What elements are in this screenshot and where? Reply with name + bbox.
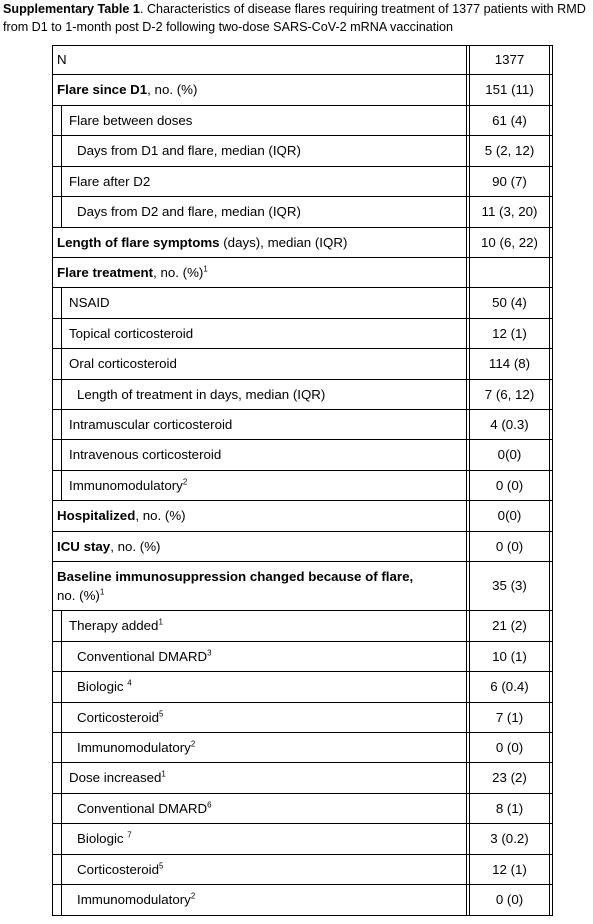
row-value bbox=[467, 46, 552, 74]
row-value-text: 5 (2, 12) bbox=[484, 143, 535, 158]
row-value bbox=[467, 197, 552, 227]
row-value bbox=[467, 501, 552, 531]
row-value bbox=[467, 611, 552, 641]
table-row bbox=[53, 410, 552, 440]
table-row bbox=[53, 471, 552, 501]
row-label-text: Corticosteroid bbox=[77, 709, 160, 725]
row-label-text: no. (%) bbox=[57, 588, 100, 603]
row-label bbox=[53, 611, 467, 641]
row-label bbox=[53, 471, 467, 500]
footnote-marker: 2 bbox=[182, 477, 188, 487]
row-label-bold: Flare treatment bbox=[57, 264, 154, 280]
row-label bbox=[53, 106, 467, 135]
table-row bbox=[53, 106, 552, 136]
table-row bbox=[53, 672, 552, 703]
table-row bbox=[53, 794, 552, 824]
row-value-text: 21 (2) bbox=[492, 618, 527, 633]
row-value-text: 0 (0) bbox=[495, 538, 524, 554]
row-label bbox=[53, 136, 467, 166]
row-label-text: Therapy added bbox=[69, 618, 159, 633]
footnote-marker: 1 bbox=[161, 769, 166, 779]
row-value-text: 11 (3, 20) bbox=[481, 204, 538, 219]
row-value-text: 1377 bbox=[494, 52, 525, 67]
table-row bbox=[53, 885, 552, 915]
row-label-text: , no. (%) bbox=[147, 82, 198, 97]
row-value bbox=[467, 642, 552, 671]
row-value-text: 35 (3) bbox=[492, 578, 527, 593]
table-row bbox=[53, 46, 552, 75]
row-label-text: Corticosteroid bbox=[77, 861, 160, 877]
footnote-marker: 2 bbox=[190, 891, 196, 901]
row-value-text: 12 (1) bbox=[492, 861, 527, 877]
footnote-marker: 6 bbox=[207, 800, 212, 810]
row-value bbox=[467, 532, 552, 561]
row-value-text: 7 (1) bbox=[495, 709, 524, 725]
row-label-text: , no. (%) bbox=[153, 264, 204, 280]
row-value bbox=[467, 440, 552, 470]
row-value bbox=[467, 258, 552, 287]
table-caption bbox=[3, 0, 591, 36]
row-label bbox=[53, 532, 467, 561]
row-label bbox=[53, 642, 467, 671]
row-value-text: 0(0) bbox=[497, 508, 522, 523]
table-row bbox=[53, 642, 552, 672]
row-label-text: , no. (%) bbox=[135, 508, 186, 523]
row-label-text: Immunomodulatory bbox=[77, 739, 191, 755]
row-value bbox=[467, 763, 552, 793]
row-value-text: 0(0) bbox=[497, 447, 522, 462]
row-label bbox=[53, 855, 467, 884]
row-label-text: Days from D2 and flare, median (IQR) bbox=[77, 204, 301, 219]
footnote-marker: 1 bbox=[99, 587, 105, 597]
row-label-text: Conventional DMARD bbox=[77, 648, 208, 664]
row-label bbox=[53, 258, 467, 287]
row-label-text: Immunomodulatory bbox=[77, 892, 191, 907]
row-value-text: 23 (2) bbox=[492, 770, 527, 785]
row-label-bold: Hospitalized bbox=[57, 508, 136, 523]
table-row bbox=[53, 228, 552, 258]
row-value-text: 4 (0.3) bbox=[490, 416, 529, 432]
row-label-bold: ICU stay bbox=[57, 538, 111, 554]
row-value-text: 8 (1) bbox=[495, 800, 524, 816]
row-value bbox=[467, 824, 552, 854]
row-label bbox=[53, 46, 467, 74]
row-value-text: 10 (1) bbox=[492, 648, 527, 664]
row-label-text: NSAID bbox=[69, 295, 110, 310]
table-row bbox=[53, 167, 552, 197]
row-label-text: Intravenous corticosteroid bbox=[69, 447, 222, 462]
table-row bbox=[53, 258, 552, 288]
caption-text: . Characteristics of disease flares requiring treatment of 1377 patients with RMD from D1 to 1-month post D-2 following two-dose SARS-CoV-2 mRNA vaccination bbox=[3, 2, 586, 34]
row-value bbox=[467, 349, 552, 379]
row-value bbox=[467, 855, 552, 884]
row-value bbox=[467, 562, 552, 610]
footnote-marker: 4 bbox=[127, 678, 132, 688]
row-value-text: 0 (0) bbox=[495, 892, 524, 907]
row-label bbox=[53, 562, 467, 610]
row-value-text: 50 (4) bbox=[492, 295, 527, 310]
row-value bbox=[467, 106, 552, 135]
table-row bbox=[53, 733, 552, 763]
row-label-text: Oral corticosteroid bbox=[69, 356, 177, 371]
footnote-marker: 1 bbox=[203, 264, 208, 274]
row-label bbox=[53, 380, 467, 409]
table-row bbox=[53, 197, 552, 228]
table-row bbox=[53, 501, 552, 532]
row-value bbox=[467, 75, 552, 105]
row-value bbox=[467, 794, 552, 823]
row-label bbox=[53, 672, 467, 702]
table-row bbox=[53, 380, 552, 410]
row-value-text: 61 (4) bbox=[492, 112, 527, 128]
row-value-text: 90 (7) bbox=[492, 173, 527, 189]
row-value-text: 3 (0.2) bbox=[490, 831, 529, 846]
row-label-text: Days from D1 and flare, median (IQR) bbox=[77, 143, 301, 158]
row-label-bold: Baseline immunosuppression changed because of flare, bbox=[57, 569, 414, 584]
row-label bbox=[53, 288, 467, 318]
row-value bbox=[467, 380, 552, 409]
row-label-text: Conventional DMARD bbox=[77, 800, 208, 816]
footnote-marker: 5 bbox=[159, 709, 164, 719]
flare-characteristics-table bbox=[52, 45, 553, 916]
row-value bbox=[467, 885, 552, 915]
table-row bbox=[53, 440, 552, 471]
table-row bbox=[53, 288, 552, 319]
row-label bbox=[53, 763, 467, 793]
row-value bbox=[467, 228, 552, 257]
row-label-text: Dose increased bbox=[69, 770, 162, 785]
row-label-text: Intramuscular corticosteroid bbox=[69, 416, 233, 432]
row-value bbox=[467, 410, 552, 439]
table-row bbox=[53, 763, 552, 794]
table-row bbox=[53, 136, 552, 167]
row-value-text: 10 (6, 22) bbox=[481, 234, 538, 250]
table-row bbox=[53, 703, 552, 733]
row-label-text: (days), median (IQR) bbox=[219, 234, 348, 250]
row-label-text: Length of treatment in days, median (IQR) bbox=[77, 386, 326, 402]
row-label bbox=[53, 197, 467, 227]
row-label bbox=[53, 319, 467, 348]
row-value bbox=[467, 672, 552, 702]
footnote-marker: 3 bbox=[207, 648, 212, 658]
row-label bbox=[53, 794, 467, 823]
row-label bbox=[53, 703, 467, 732]
row-label-text: Biologic bbox=[77, 679, 128, 694]
row-value-text: 6 (0.4) bbox=[490, 679, 529, 694]
row-label bbox=[53, 440, 467, 470]
row-label-text: , no. (%) bbox=[110, 538, 161, 554]
row-label bbox=[53, 228, 467, 257]
footnote-marker: 1 bbox=[158, 617, 163, 627]
row-value-text: 0 (0) bbox=[495, 739, 524, 755]
table-row bbox=[53, 855, 552, 885]
row-label-bold: Flare since D1 bbox=[57, 82, 148, 97]
table-row bbox=[53, 532, 552, 562]
row-value bbox=[467, 136, 552, 166]
row-value bbox=[467, 288, 552, 318]
row-value bbox=[467, 471, 552, 500]
table-row bbox=[53, 824, 552, 855]
caption-title: Supplementary Table 1 bbox=[3, 2, 140, 16]
row-value-text: 151 (11) bbox=[485, 82, 534, 97]
row-label bbox=[53, 733, 467, 762]
row-value bbox=[467, 733, 552, 762]
row-value-text: 0 (0) bbox=[495, 477, 524, 493]
row-value-text: 12 (1) bbox=[492, 325, 527, 341]
table-row bbox=[53, 75, 552, 106]
row-value bbox=[467, 167, 552, 196]
table-row bbox=[53, 562, 552, 611]
row-value bbox=[467, 319, 552, 348]
row-label bbox=[53, 349, 467, 379]
row-label-bold: Length of flare symptoms bbox=[57, 234, 220, 250]
footnote-marker: 7 bbox=[127, 830, 132, 840]
table-row bbox=[53, 319, 552, 349]
row-label bbox=[53, 501, 467, 531]
row-label bbox=[53, 410, 467, 439]
row-value bbox=[467, 703, 552, 732]
table-row bbox=[53, 611, 552, 642]
row-label bbox=[53, 824, 467, 854]
row-label-text: Topical corticosteroid bbox=[69, 325, 194, 341]
row-label-text: N bbox=[57, 52, 67, 67]
footnote-marker: 2 bbox=[190, 739, 196, 749]
row-label-text: Biologic bbox=[77, 831, 128, 846]
row-label-text: Immunomodulatory bbox=[69, 477, 183, 493]
row-value-text: 7 (6, 12) bbox=[484, 386, 535, 402]
footnote-marker: 5 bbox=[159, 861, 164, 871]
table-row bbox=[53, 349, 552, 380]
row-value-text: 114 (8) bbox=[488, 356, 531, 371]
row-label bbox=[53, 885, 467, 915]
row-label-text: Flare between doses bbox=[69, 112, 193, 128]
row-label bbox=[53, 75, 467, 105]
row-label-text: Flare after D2 bbox=[69, 173, 151, 189]
row-label bbox=[53, 167, 467, 196]
